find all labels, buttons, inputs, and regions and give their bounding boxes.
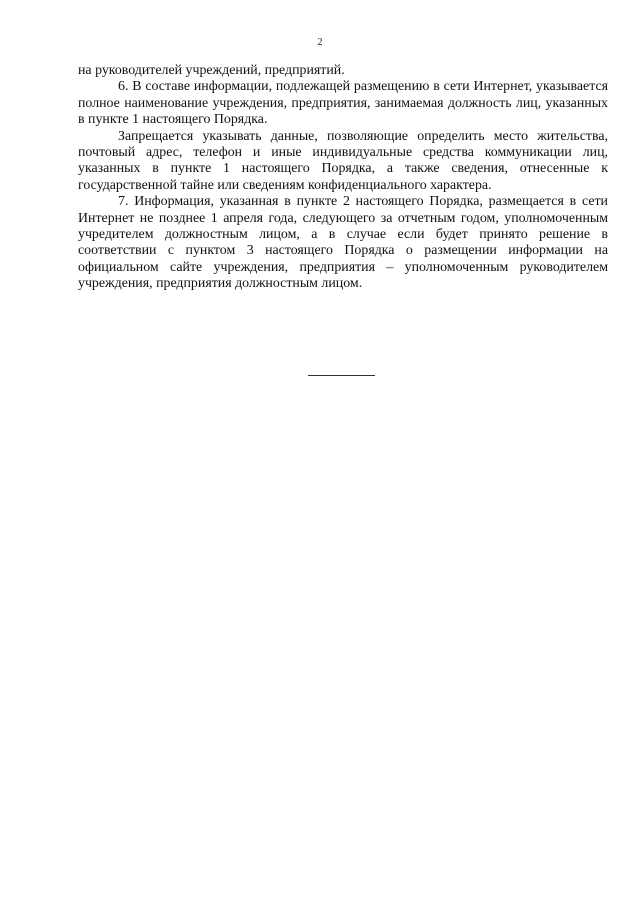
page-number: 2 (317, 37, 323, 48)
paragraph-continuation: на руководителей учреждений, предприятий. (78, 63, 345, 78)
paragraph-item-6: 6. В составе информации, подлежащей размещению в сети Интернет, указывается полное наименование учреждения, предприятия, занимаемая должность лиц, указанных в пункте 1 настоящего Порядка. (78, 79, 608, 128)
paragraph-item-7: 7. Информация, указанная в пункте 2 настоящего Порядка, размещается в сети Интернет не позднее 1 апреля года, следующего за отчетным годом, уполномоченным учредителем должностным лицом, а в случае если будет принято решение в соответствии с пунктом 3 настоящего Порядка о размещении информации на официальном сайте учреждения, предприятия – уполномоченным руководителем учреждения, предприятия должностным лицом. (78, 194, 608, 292)
paragraph-prohibition: Запрещается указывать данные, позволяющие определить место жительства, почтовый адрес, телефон и иные индивидуальные средства коммуникации лиц, указанных в пункте 1 настоящего Порядка, а также сведения, отнесенные к государственной тайне или сведениям конфиденциального характера. (78, 128, 608, 193)
end-divider (308, 375, 375, 376)
document-body (78, 63, 608, 293)
